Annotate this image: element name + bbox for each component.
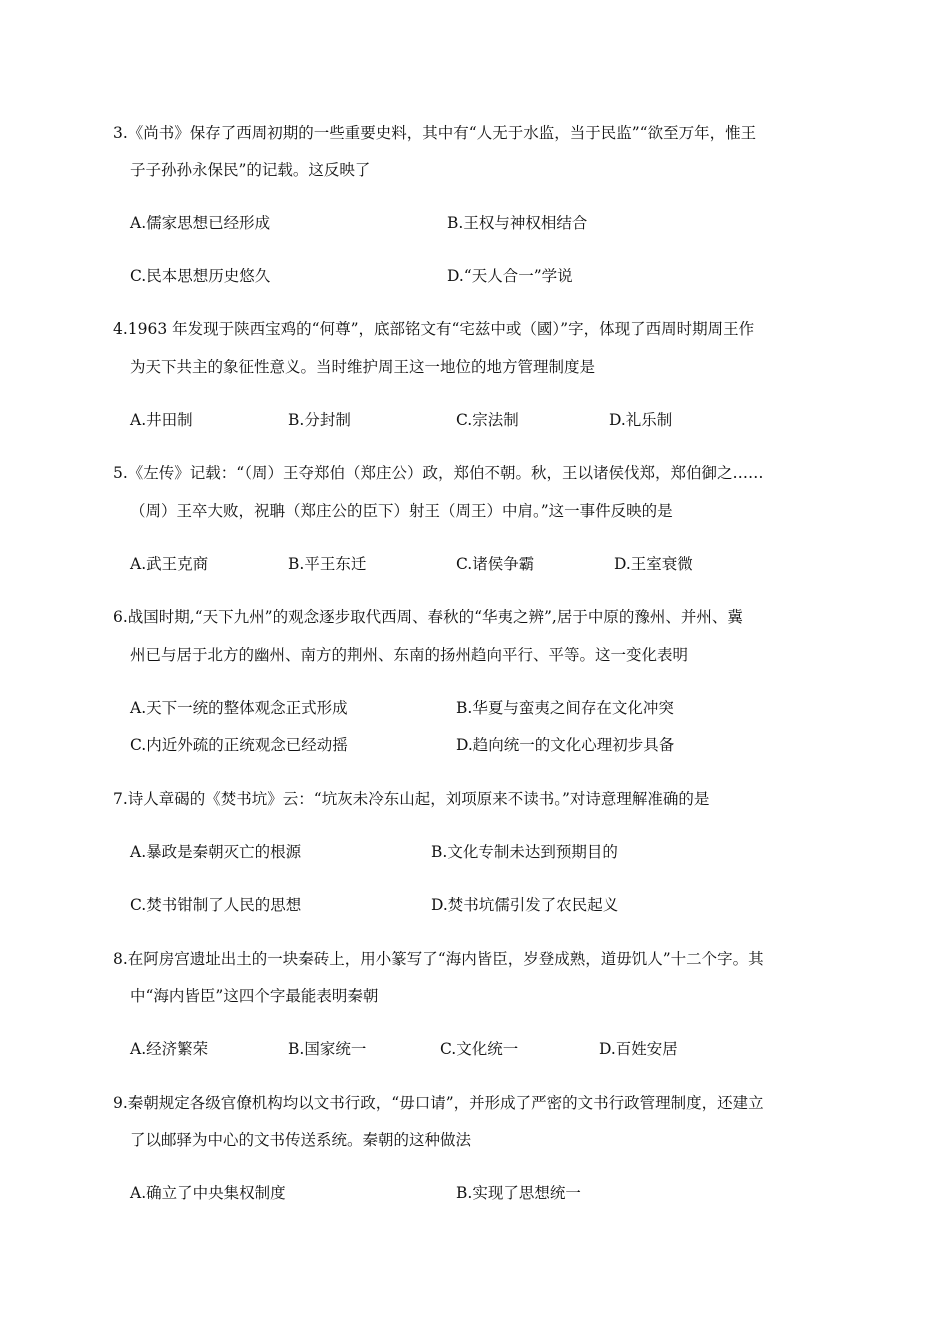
option-a: A.经济繁荣 (130, 1040, 209, 1058)
question-stem-line: 8.在阿房宫遗址出土的一块秦砖上，用小篆写了“海内皆臣，岁登成熟，道毋饥人”十二个字。其 (113, 950, 764, 968)
option-c: C.内近外疏的正统观念已经动摇 (130, 736, 348, 754)
question-stem-line: 中“海内皆臣”这四个字最能表明秦朝 (130, 987, 379, 1005)
option-d: D.焚书坑儒引发了农民起义 (431, 896, 619, 914)
option-d: D.王室衰微 (614, 555, 693, 573)
question-stem-line: 为天下共主的象征性意义。当时维护周王这一地位的地方管理制度是 (130, 358, 596, 376)
option-a: A.天下一统的整体观念正式形成 (130, 699, 348, 717)
option-d: D.礼乐制 (609, 411, 673, 429)
option-d: D.“天人合一”学说 (447, 267, 573, 285)
question-stem-line: （周）王卒大败，祝聃（郑庄公的臣下）射王（周王）中肩。”这一事件反映的是 (130, 502, 673, 520)
option-b: B.王权与神权相结合 (447, 214, 588, 232)
option-a: A.儒家思想已经形成 (130, 214, 271, 232)
question-stem-line: 4.1963 年发现于陕西宝鸡的“何尊”，底部铭文有“宅兹中或（國）”字，体现了西周时期周王作 (113, 320, 755, 338)
question-stem-line: 6.战国时期,“天下九州”的观念逐步取代西周、春秋的“华夷之辨”,居于中原的豫州、并州、冀 (113, 608, 743, 626)
option-b: B.平王东迁 (288, 555, 367, 573)
option-b: B.分封制 (288, 411, 351, 429)
option-c: C.宗法制 (456, 411, 519, 429)
option-a: A.武王克商 (130, 555, 209, 573)
question-stem-line: 9.秦朝规定各级官僚机构均以文书行政，“毋口请”，并形成了严密的文书行政管理制度，还建立 (113, 1094, 764, 1112)
option-b: B.国家统一 (288, 1040, 367, 1058)
option-a: A.暴政是秦朝灭亡的根源 (130, 843, 302, 861)
option-b: B.文化专制未达到预期目的 (431, 843, 618, 861)
option-b: B.华夏与蛮夷之间存在文化冲突 (456, 699, 674, 717)
option-c: C.诸侯争霸 (456, 555, 535, 573)
question-stem-line: 5.《左传》记载：“（周）王夺郑伯（郑庄公）政，郑伯不朝。秋，王以诸侯伐郑，郑伯御之…… (113, 464, 764, 482)
option-d: D.百姓安居 (599, 1040, 678, 1058)
option-a: A.井田制 (130, 411, 193, 429)
option-c: C.民本思想历史悠久 (130, 267, 271, 285)
question-stem-line: 7.诗人章碣的《焚书坑》云：“坑灰未冷东山起，刘项原来不读书。”对诗意理解准确的是 (113, 790, 710, 808)
option-b: B.实现了思想统一 (456, 1184, 581, 1202)
option-c: C.文化统一 (440, 1040, 519, 1058)
question-stem-line: 了以邮驿为中心的文书传送系统。秦朝的这种做法 (130, 1131, 472, 1149)
option-a: A.确立了中央集权制度 (130, 1184, 286, 1202)
question-stem-line: 3.《尚书》保存了西周初期的一些重要史料，其中有“人无于水监，当于民监”“欲至万年，惟王 (113, 124, 757, 142)
question-stem-line: 州已与居于北方的幽州、南方的荆州、东南的扬州趋向平行、平等。这一变化表明 (130, 646, 689, 664)
option-d: D.趋向统一的文化心理初步具备 (456, 736, 675, 754)
question-stem-line: 子子孙孙永保民”的记载。这反映了 (130, 161, 371, 179)
option-c: C.焚书钳制了人民的思想 (130, 896, 302, 914)
